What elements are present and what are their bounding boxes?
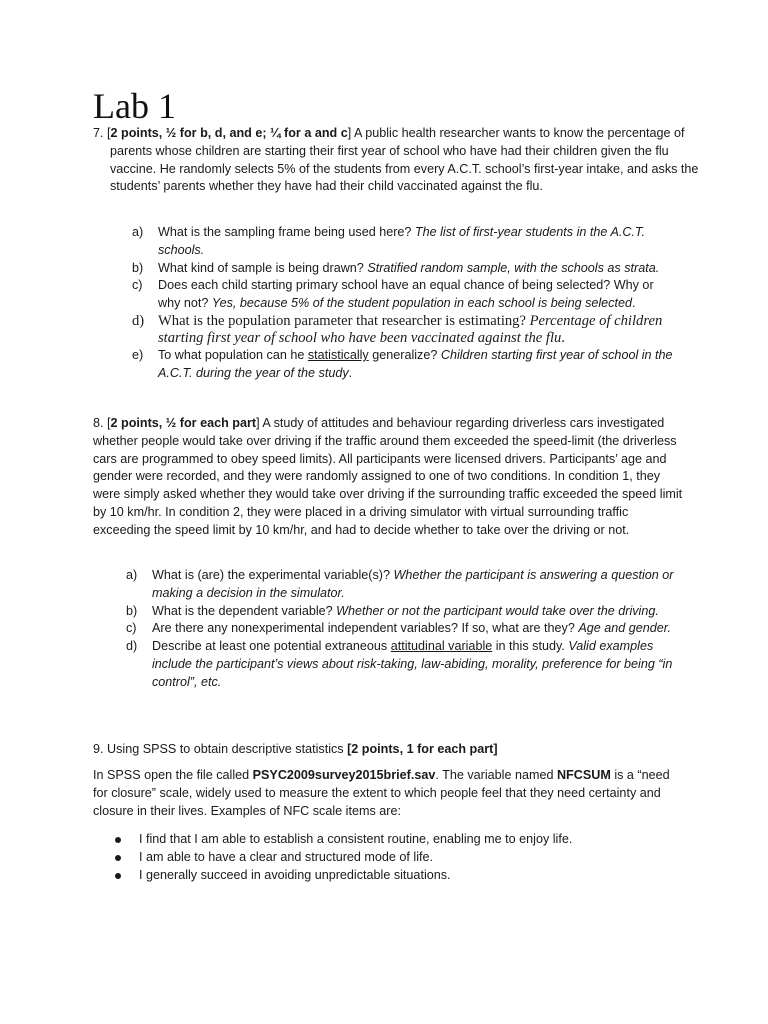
variable-name: NFCSUM xyxy=(556,768,611,782)
item-marker: a) xyxy=(132,225,144,239)
item-answer: Whether or not the participant would take over the driving. xyxy=(336,603,659,618)
item-question: What is the population parameter that researcher is estimating? xyxy=(158,312,530,329)
item-question-cont: generalize? xyxy=(368,347,441,362)
list-item xyxy=(132,224,677,260)
question-text: ] A public health researcher wants to know the percentage of parents whose children are starting their first year of school who have had their children given the flu vaccine. He randomly selects 5% of the students from every A.C.T. school’s first-year intake, and asks the students’ parents whether they have had their child vaccinated against the flu. xyxy=(110,126,699,194)
list-item xyxy=(112,849,672,867)
item-tail: . xyxy=(348,365,353,380)
page-title: Lab 1 xyxy=(93,86,176,126)
item-marker: d) xyxy=(132,312,145,329)
question-7-intro xyxy=(93,125,700,196)
item-question: Does each child starting primary school have an equal chance of being selected? Why or why not? xyxy=(158,278,654,311)
bullet-icon xyxy=(115,837,121,843)
underlined-term: attitudinal variable xyxy=(390,639,493,654)
item-question: What is the sampling frame being used here? xyxy=(158,225,415,239)
item-text: I am able to have a clear and structured mode of life. xyxy=(139,849,434,864)
list-item xyxy=(126,603,676,621)
list-item xyxy=(126,567,676,603)
list-item xyxy=(132,347,677,383)
question-9-paragraph xyxy=(93,767,683,820)
paragraph-text: In SPSS open the file called xyxy=(93,768,253,782)
item-answer: Age and gender. xyxy=(578,621,672,636)
list-item xyxy=(112,867,672,885)
question-number: 8. [ xyxy=(93,416,111,430)
list-item xyxy=(132,313,677,347)
item-marker: b) xyxy=(126,603,138,618)
item-text: I find that I am able to establish a consistent routine, enabling me to enjoy life. xyxy=(139,832,573,846)
item-answer: The list of first-year students in the A.C.T. schools. xyxy=(158,225,645,257)
list-item xyxy=(112,831,672,849)
item-answer: Valid examples include the participant’s views about risk-taking, law-abiding, morality, preference for being “in control”, etc. xyxy=(152,639,673,689)
question-8-parts xyxy=(126,567,676,692)
list-item xyxy=(132,260,677,278)
nfc-items-list xyxy=(112,831,672,884)
item-question: What is (are) the experimental variable(s)? xyxy=(152,568,394,582)
paragraph-text: . The variable named xyxy=(435,768,557,782)
item-answer: Whether the participant is answering a question or making a decision in the simulator. xyxy=(152,568,674,600)
item-marker: d) xyxy=(126,639,138,654)
item-answer: Percentage of children starting first year of school who have been vaccinated against the flu xyxy=(158,312,663,346)
question-number: 7. [ xyxy=(93,126,111,140)
item-marker: b) xyxy=(132,260,144,275)
item-question: Are there any nonexperimental independent variables? If so, what are they? xyxy=(152,621,579,636)
item-answer: Children starting first year of school in the A.C.T. during the year of the study xyxy=(158,347,673,380)
question-8-intro xyxy=(93,415,683,540)
points-label: 2 points, ½ for each part xyxy=(110,416,257,430)
question-9-heading xyxy=(93,741,683,759)
item-question: What is the dependent variable? xyxy=(152,603,337,618)
question-text: 9. Using SPSS to obtain descriptive statistics xyxy=(93,742,348,756)
item-marker: c) xyxy=(126,621,137,636)
list-item xyxy=(126,620,676,638)
item-tail: . xyxy=(561,329,565,346)
item-question-cont: in this study. xyxy=(492,639,569,654)
list-item xyxy=(126,638,676,691)
bullet-icon xyxy=(115,873,121,879)
item-question: What kind of sample is being drawn? xyxy=(158,260,368,275)
item-question: Describe at least one potential extraneous xyxy=(152,639,391,654)
item-marker: a) xyxy=(126,568,138,582)
item-answer: Yes, because 5% of the student population in each school is being selected xyxy=(211,296,632,311)
points-label: 2 points, ½ for b, d, and e; ¼ for a and c xyxy=(110,126,348,140)
question-7-parts xyxy=(132,224,677,383)
item-tail: . xyxy=(632,296,636,311)
bullet-icon xyxy=(115,855,121,861)
item-answer: Stratified random sample, with the schools as strata. xyxy=(367,260,660,275)
item-marker: c) xyxy=(132,278,143,293)
paragraph-text: is a “need for closure” scale, widely used to measure the extent to which people feel that they need certainty and closure in their lives. Examples of NFC scale items are: xyxy=(93,768,670,818)
points-label: [2 points, 1 for each part] xyxy=(347,742,498,756)
item-text: I generally succeed in avoiding unpredictable situations. xyxy=(139,867,451,882)
file-name: PSYC2009survey2015brief.sav xyxy=(252,768,436,782)
question-text: ] A study of attitudes and behaviour regarding driverless cars investigated whether people would take over driving if the traffic around them exceeded the speed-limit (the driverless cars are programmed to obey speed limits). All participants were licensed drivers. Participants’ age and gender were recorded, and they were randomly assigned to one of two conditions. In condition 1, they were simply asked whether they would take over driving if the surrounding traffic exceeded the speed limit by 10 km/hr. In condition 2, they were placed in a driving simulator with virtual surrounding traffic exceeding the speed limit by 10 km/hr, and had to decide whether to take over the driving or not. xyxy=(93,416,683,537)
item-question: To what population can he xyxy=(158,347,308,362)
underlined-term: statistically xyxy=(307,347,369,362)
list-item xyxy=(132,277,677,313)
item-marker: e) xyxy=(132,347,144,362)
